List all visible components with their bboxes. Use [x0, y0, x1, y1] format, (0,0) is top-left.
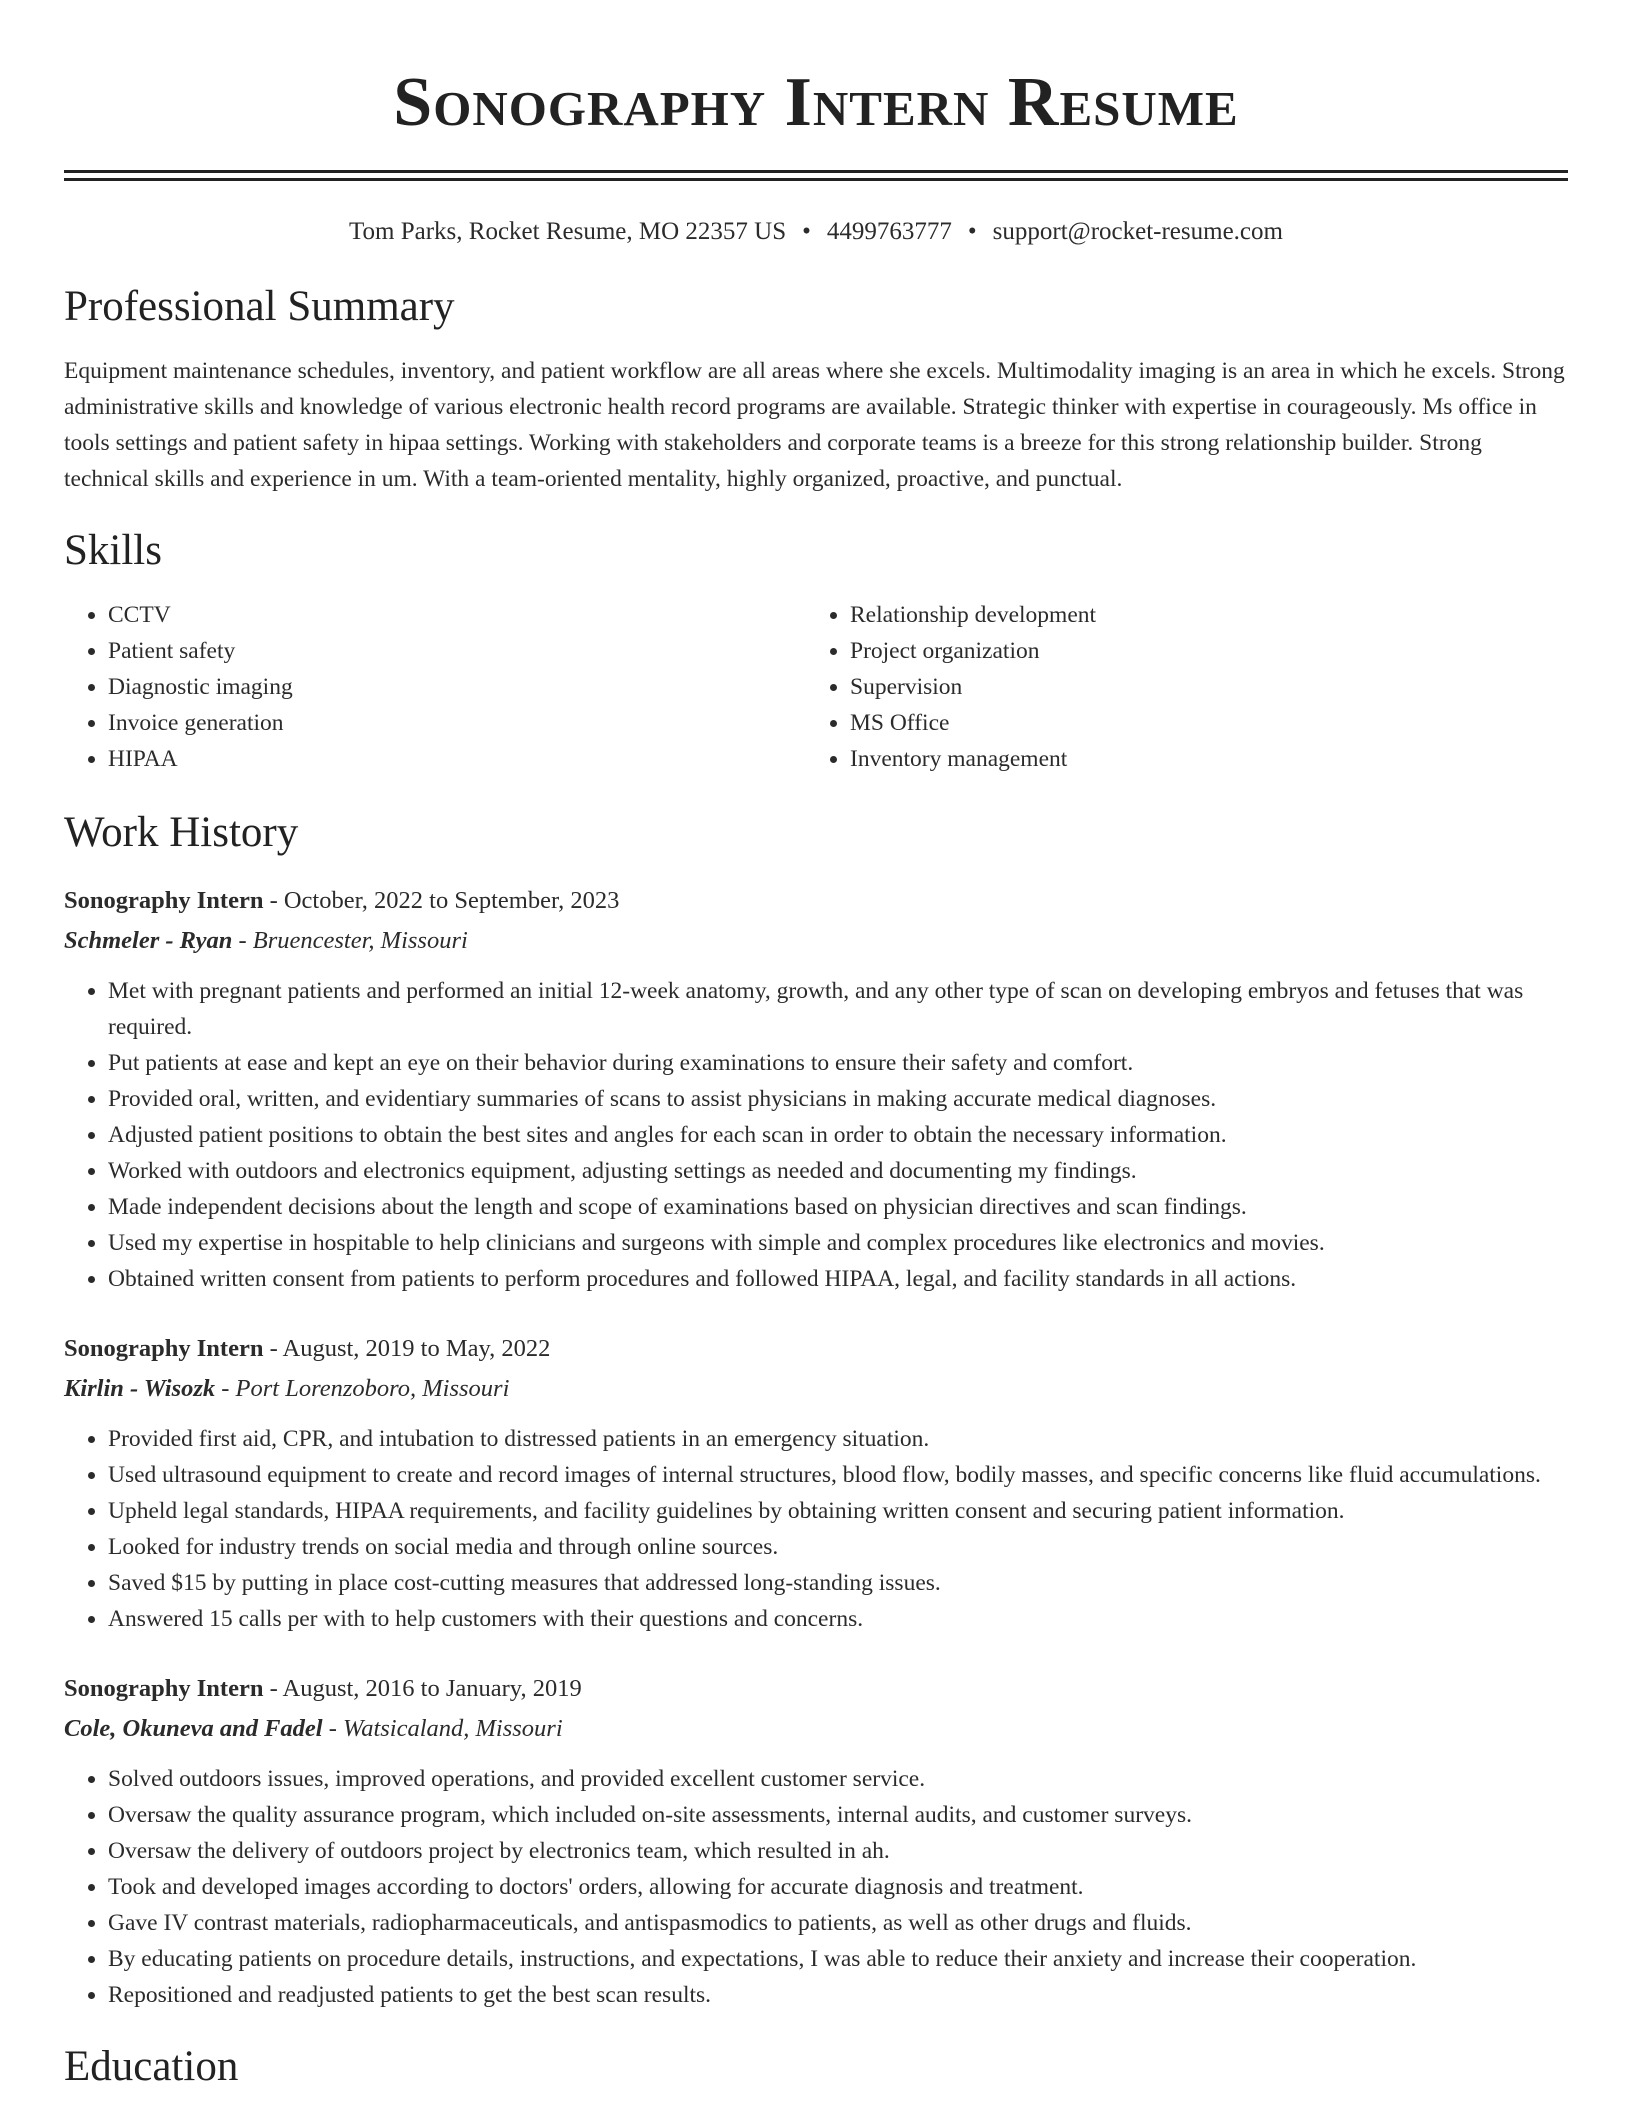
duty-item: • Put patients at ease and kept an eye on their behavior during examinations to ensure their safety and comfort. [108, 1045, 1568, 1081]
skill-item: • CCTV [108, 597, 806, 633]
duty-item: • Oversaw the quality assurance program, which included on-site assessments, internal audits, and customer surveys. [108, 1797, 1568, 1833]
duty-item: • Used my expertise in hospitable to help clinicians and surgeons with simple and complex procedures like electronics and movies. [108, 1225, 1568, 1261]
duty-item: • Oversaw the delivery of outdoors project by electronics team, which resulted in ah. [108, 1833, 1568, 1869]
page-title: Sonography Intern Resume [393, 64, 1239, 141]
job-duties [64, 1761, 1568, 2013]
duty-item: • Provided oral, written, and evidentiary summaries of scans to assist physicians in making accurate medical diagnoses. [108, 1081, 1568, 1117]
skill-item: • Supervision [850, 669, 1548, 705]
duty-item: • Provided first aid, CPR, and intubation to distressed patients in an emergency situation. [108, 1421, 1568, 1457]
job-company-line [64, 1711, 1568, 1747]
duty-item: • Worked with outdoors and electronics equipment, adjusting settings as needed and documenting my findings. [108, 1153, 1568, 1189]
job-duties [64, 1421, 1568, 1637]
duty-item: • Answered 15 calls per with to help customers with their questions and concerns. [108, 1601, 1568, 1637]
contact-separator: • [967, 218, 977, 245]
contact-phone: 4499763777 [826, 218, 952, 245]
job-entry [64, 1331, 1568, 1637]
job-company: Schmeler - Ryan [64, 927, 233, 954]
job-company-line [64, 923, 1568, 959]
work-history-heading: Work History [64, 809, 299, 856]
contact-line [64, 215, 1568, 249]
job-title-line [64, 883, 1568, 919]
skills-heading: Skills [64, 527, 162, 574]
job-entry [64, 883, 1568, 1297]
duty-item: • Looked for industry trends on social media and through online sources. [108, 1529, 1568, 1565]
skill-item: • MS Office [850, 705, 1548, 741]
skill-item: • Invoice generation [108, 705, 806, 741]
skill-item: • HIPAA [108, 741, 806, 777]
duty-item: • Met with pregnant patients and performed an initial 12-week anatomy, growth, and any other type of scan on developing embryos and fetuses that was required. [108, 973, 1568, 1045]
duty-item: • Used ultrasound equipment to create and record images of internal structures, blood flow, bodily masses, and specific concerns like fluid accumulations. [108, 1457, 1568, 1493]
job-dates: - August, 2019 to May, 2022 [263, 1335, 551, 1362]
contact-address: Tom Parks, Rocket Resume, MO 22357 US [349, 218, 787, 245]
job-duties [64, 973, 1568, 1297]
duty-item: • Adjusted patient positions to obtain the best sites and angles for each scan in order to obtain the necessary information. [108, 1117, 1568, 1153]
job-role: Sonography Intern [64, 1675, 264, 1702]
skill-item: • Patient safety [108, 633, 806, 669]
duty-item: • By educating patients on procedure details, instructions, and expectations, I was able to reduce their anxiety and increase their cooperation. [108, 1941, 1568, 1977]
duty-item: • Gave IV contrast materials, radiopharmaceuticals, and antispasmodics to patients, as well as other drugs and fluids. [108, 1905, 1568, 1941]
skill-item: • Project organization [850, 633, 1548, 669]
job-role: Sonography Intern [64, 887, 264, 914]
duty-item: • Solved outdoors issues, improved operations, and provided excellent customer service. [108, 1761, 1568, 1797]
summary-heading: Professional Summary [64, 283, 455, 330]
contact-separator: • [802, 218, 811, 245]
skill-item: • Inventory management [850, 741, 1548, 777]
job-title-line [64, 1671, 1568, 1707]
job-location: - Port Lorenzoboro, Missouri [215, 1375, 510, 1402]
job-dates: - October, 2022 to September, 2023 [263, 887, 620, 914]
skills-list [64, 597, 1568, 777]
title-divider [64, 170, 1568, 181]
duty-item: • Made independent decisions about the length and scope of examinations based on physician directives and scan findings. [108, 1189, 1568, 1225]
job-title-line [64, 1331, 1568, 1367]
job-entry [64, 1671, 1568, 2013]
job-role: Sonography Intern [64, 1335, 264, 1362]
skill-item: • Diagnostic imaging [108, 669, 806, 705]
job-company-line [64, 1371, 1568, 1407]
education-heading: Education [64, 2043, 239, 2090]
summary-text: Equipment maintenance schedules, inventory, and patient workflow are all areas where she excels. Multimodality imaging is an area in which he excels. Strong administrative skills and knowledge of various electronic health record programs are available. Strategic thinker with expertise in courageously. Ms office in tools settings and patient safety in hipaa settings. Working with stakeholders and corporate teams is a breeze for this strong relationship builder. Strong technical skills and experience in um. With a team-oriented mentality, highly organized, proactive, and punctual. [64, 358, 1565, 492]
contact-email: support@rocket-resume.com [992, 218, 1283, 245]
duty-item: • Took and developed images according to doctors' orders, allowing for accurate diagnosis and treatment. [108, 1869, 1568, 1905]
duty-item: • Saved $15 by putting in place cost-cutting measures that addressed long-standing issues. [108, 1565, 1568, 1601]
duty-item: • Obtained written consent from patients to perform procedures and followed HIPAA, legal, and facility standards in all actions. [108, 1261, 1568, 1297]
duty-item: • Repositioned and readjusted patients to get the best scan results. [108, 1977, 1568, 2013]
skills-column-left [64, 597, 806, 777]
skills-column-right [806, 597, 1548, 777]
skill-item: • Relationship development [850, 597, 1548, 633]
job-dates: - August, 2016 to January, 2019 [263, 1675, 582, 1702]
job-location: - Watsicaland, Missouri [322, 1715, 563, 1742]
duty-item: • Upheld legal standards, HIPAA requirements, and facility guidelines by obtaining written consent and securing patient information. [108, 1493, 1568, 1529]
job-location: - Bruencester, Missouri [232, 927, 468, 954]
job-company: Cole, Okuneva and Fadel [64, 1715, 323, 1742]
job-company: Kirlin - Wisozk [64, 1375, 216, 1402]
